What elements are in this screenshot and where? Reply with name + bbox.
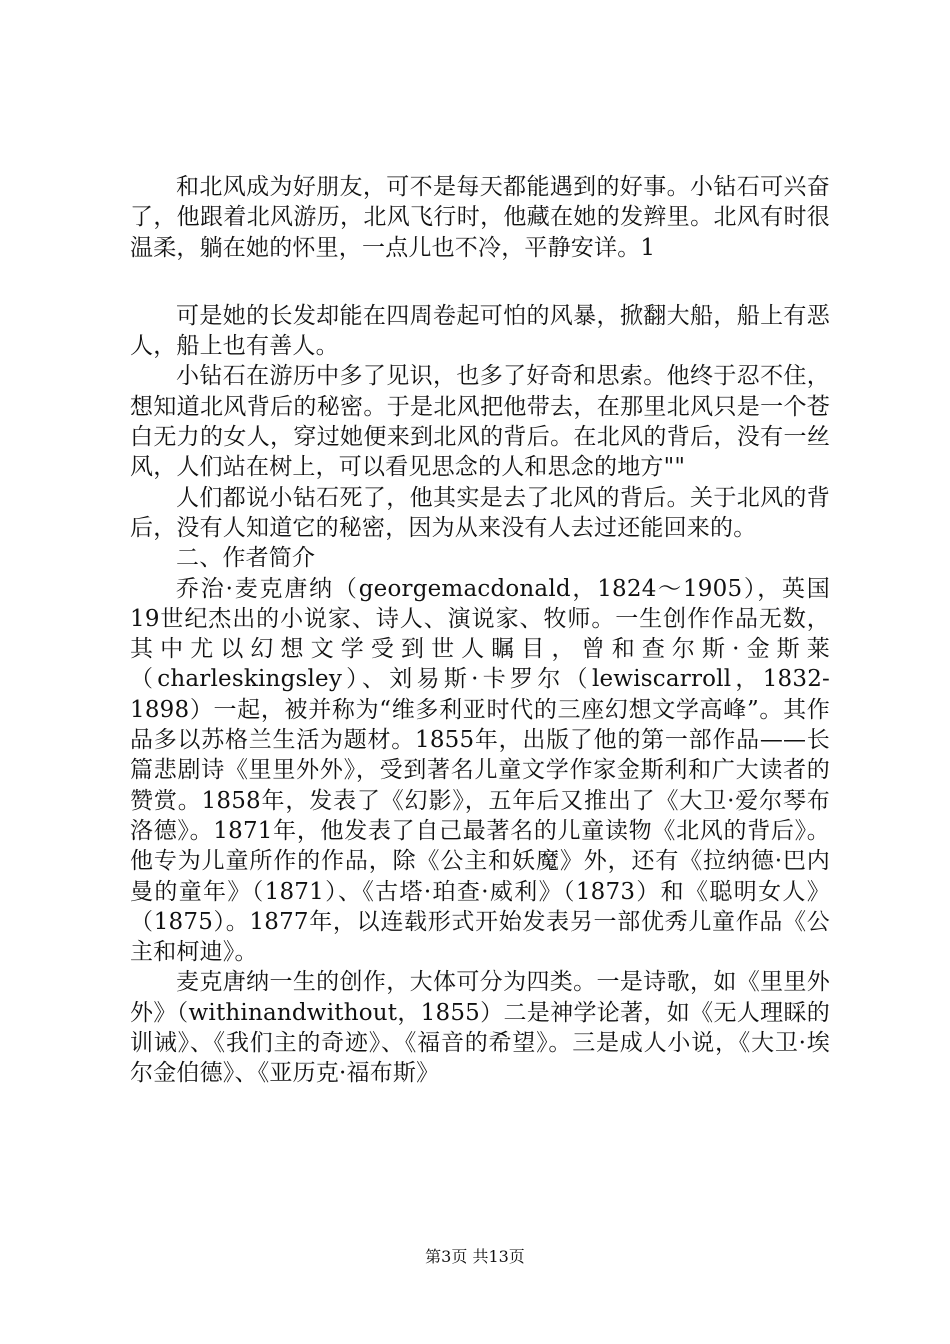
paragraph: 人们都说小钻石死了，他其实是去了北风的背后。关于北风的背后，没有人知道它的秘密，因为从来没有人去过还能回来的。 xyxy=(130,484,830,541)
page-footer: 第3页 共13页 xyxy=(425,1247,525,1266)
body-text xyxy=(130,172,830,1089)
paragraph: 和北风成为好朋友，可不是每天都能遇到的好事。小钻石可兴奋了，他跟着北风游历，北风飞行时，他藏在她的发辫里。北风有时很温柔，躺在她的怀里，一点儿也不冷，平静安详。1 xyxy=(130,174,830,261)
paragraph: 可是她的长发却能在四周卷起可怕的风暴，掀翻大船，船上有恶人，船上也有善人。 xyxy=(130,302,830,360)
paragraph: 小钻石在游历中多了见识，也多了好奇和思索。他终于忍不住，想知道北风背后的秘密。于是北风把他带去，在那里北风只是一个苍白无力的女人，穿过她便来到北风的背后。在北风的背后，没有一丝风，人们站在树上，可以看见思念的人和思念的地方"" xyxy=(130,363,830,481)
author-paragraph: 麦克唐纳一生的创作，大体可分为四类。一是诗歌，如《里里外外》（withinandwithout，1855）二是神学论著，如《无人理睬的训诫》、《我们主的奇迹》、《福音的希望》。三是成人小说，《大卫·埃尔金伯德》、《亚历克·福布斯》 xyxy=(130,969,830,1087)
author-paragraph: 乔治·麦克唐纳（georgemacdonald，1824～1905），英国19世纪杰出的小说家、诗人、演说家、牧师。一生创作作品无数，其中尤以幻想文学受到世人瞩目，曾和查尔斯·金斯莱（charleskingsley）、刘易斯·卡罗尔（lewiscarroll，1832-1898）一起，被并称为“维多利亚时代的三座幻想文学高峰”。其作品多以苏格兰生活为题材。1855年，出版了他的第一部作品——长篇悲剧诗《里里外外》，受到著名儿童文学作家金斯利和广大读者的赞赏。1858年，发表了《幻影》，五年后又推出了《大卫·爱尔琴布洛德》。1871年，他发表了自己最著名的儿童读物《北风的背后》。他专为儿童所作的作品，除《公主和妖魔》外，还有《拉纳德·巴内曼的童年》（1871）、《古塔·珀查·威利》（1873）和《聪明女人》（1875）。1877年，以连载形式开始发表另一部优秀儿童作品《公主和柯迪》。 xyxy=(130,575,830,966)
section-heading: 二、作者简介 xyxy=(176,545,316,572)
